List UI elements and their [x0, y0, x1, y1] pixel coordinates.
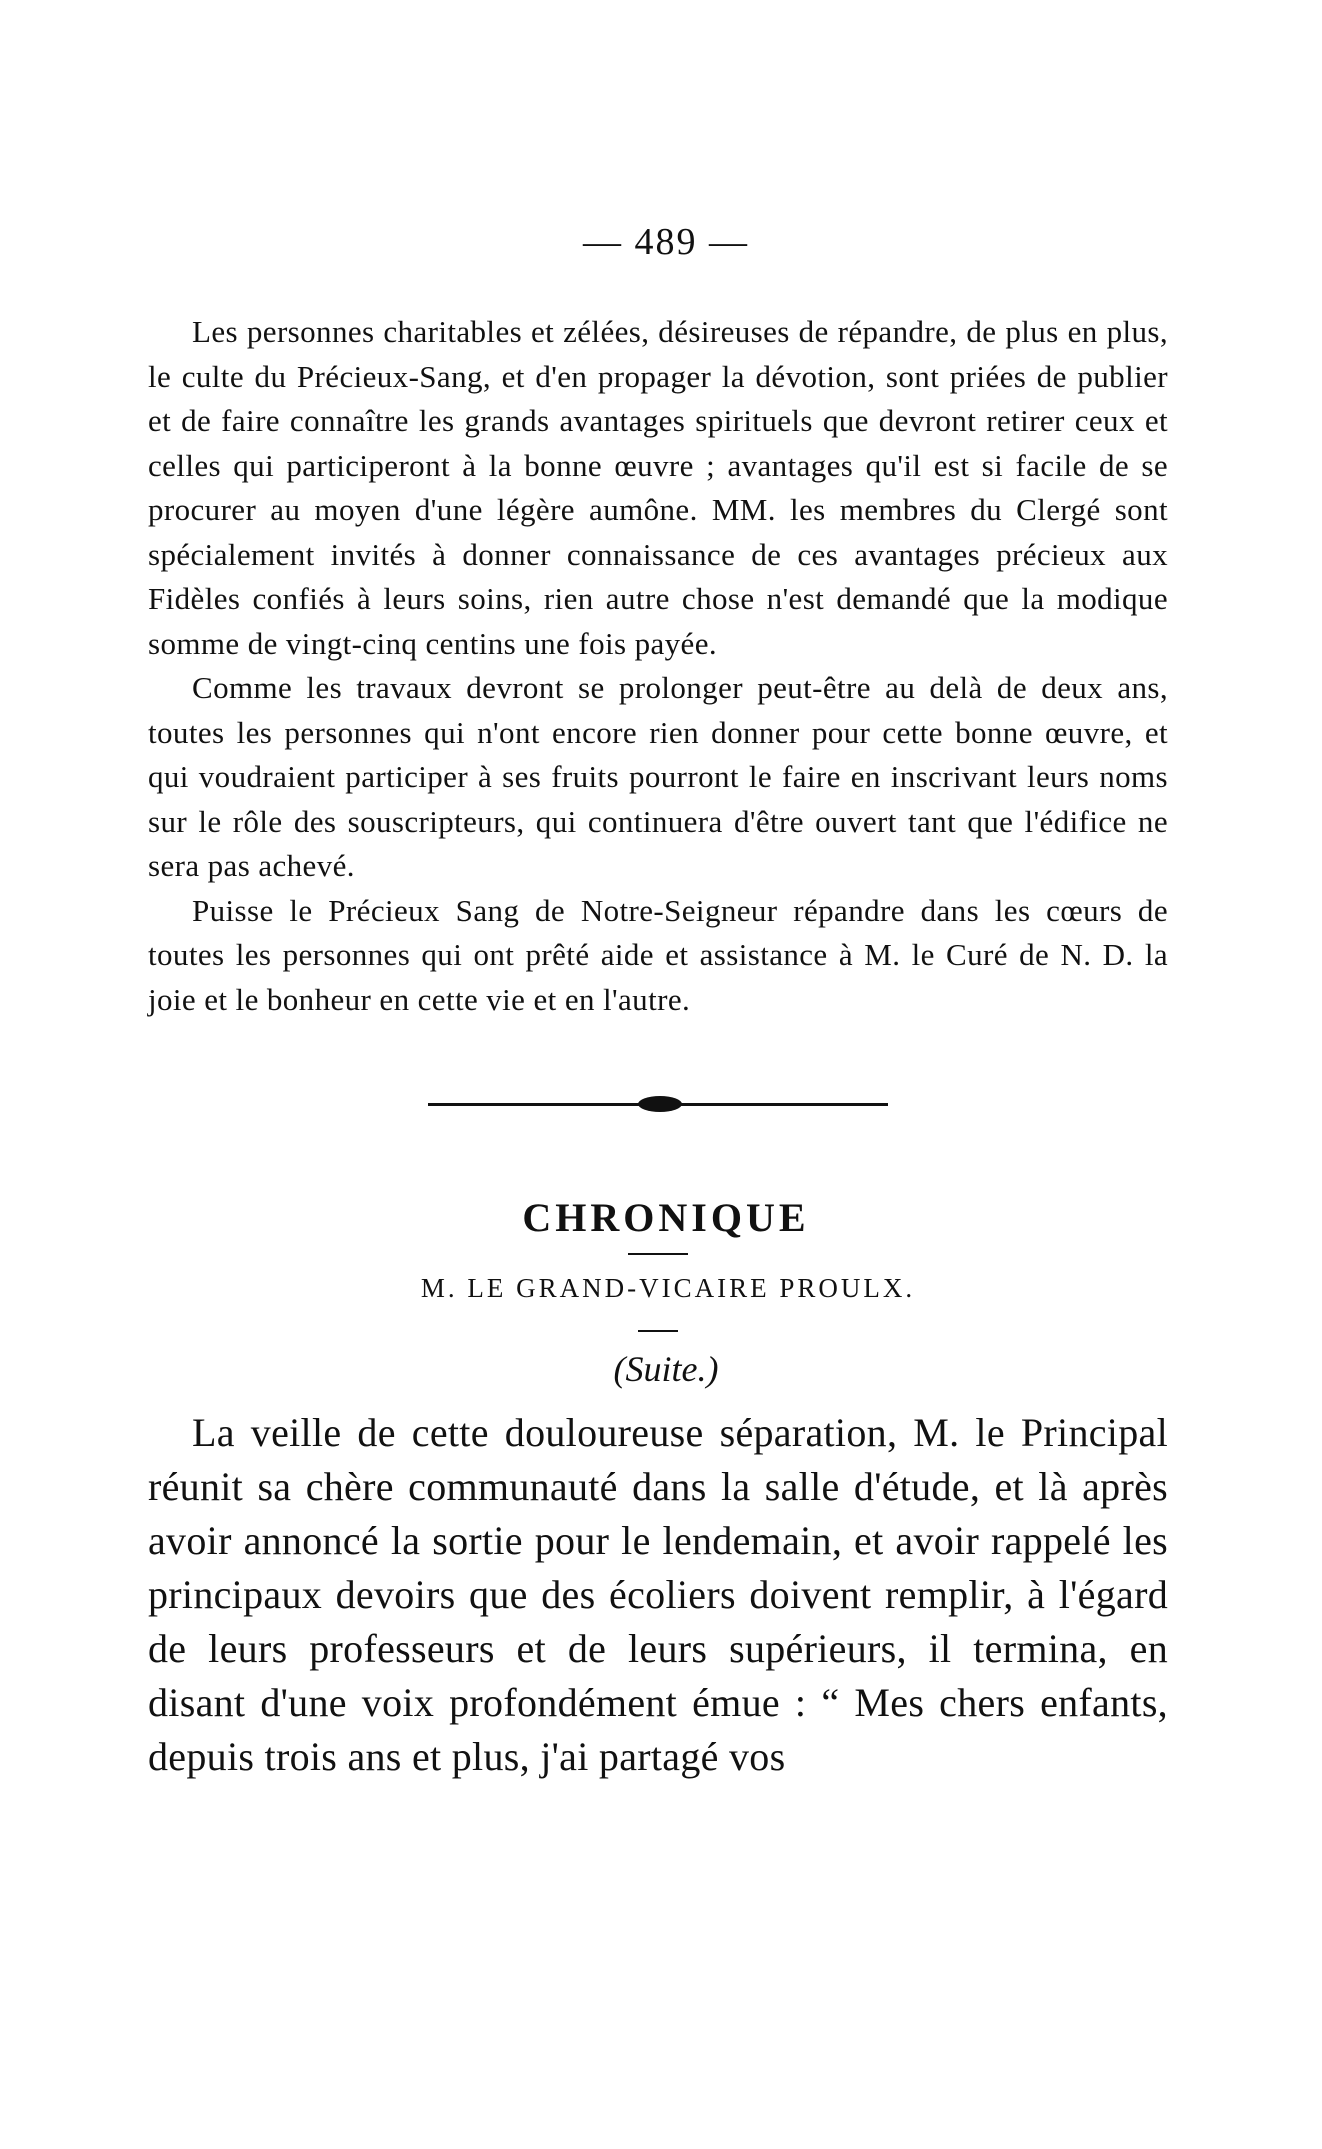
- paragraph-subscription: Comme les travaux devront se prolonger peut-être au delà de deux ans, toutes les personnes qui n'ont encore rien donner pour cette bonne œuvre, et qui voudraient participer à ses fruits pourront le faire en inscrivant leurs noms sur le rôle des souscripteurs, qui continuera d'être ouvert tant que l'édifice ne sera pas achevé.: [148, 670, 1168, 883]
- title-rule: [628, 1253, 688, 1255]
- document-page: [148, 220, 1168, 1784]
- subtitle-rule: [638, 1330, 678, 1332]
- paragraph-appeal: Les personnes charitables et zélées, désireuses de répandre, de plus en plus, le culte du Précieux-Sang, et d'en propager la dévotion, sont priées de publier et de faire connaître les grands avantages spirituels que devront retirer ceux et celles qui participeront à la bonne œuvre ; avantages qu'il est si facile de se procurer au moyen d'une légère aumône. MM. les membres du Clergé sont spécialement invités à donner connaissance de ces avantages précieux aux Fidèles confiés à leurs soins, rien autre chose n'est demandé que la modique somme de vingt-cinq centins une fois payée.: [148, 314, 1168, 661]
- divider-ornament-icon: [638, 1096, 682, 1112]
- continued-label: (Suite.): [613, 1349, 719, 1389]
- paragraph-blessing: Puisse le Précieux Sang de Notre-Seigneur répandre dans les cœurs de toutes les personnes qui ont prêté aide et assistance à M. le Curé de N. D. la joie et le bonheur en cette vie et en l'autre.: [148, 892, 1168, 1017]
- ornamental-divider: [148, 1090, 1168, 1120]
- chronicle-body: La veille de cette douloureuse séparation, M. le Principal réunit sa chère communauté dans la salle d'étude, et là après avoir annoncé la sortie pour le lendemain, et avoir rappelé les principaux devoirs que des écoliers doivent remplir, à l'égard de leurs professeurs et de leurs supérieurs, il termina, en disant d'une voix profondément émue : “ Mes chers enfants, depuis trois ans et plus, j'ai partagé vos: [148, 1410, 1168, 1779]
- section-subtitle: M. LE GRAND-VICAIRE PROULX.: [420, 1273, 916, 1303]
- section-title: CHRONIQUE: [522, 1195, 810, 1240]
- page-number: — 489 —: [583, 221, 749, 263]
